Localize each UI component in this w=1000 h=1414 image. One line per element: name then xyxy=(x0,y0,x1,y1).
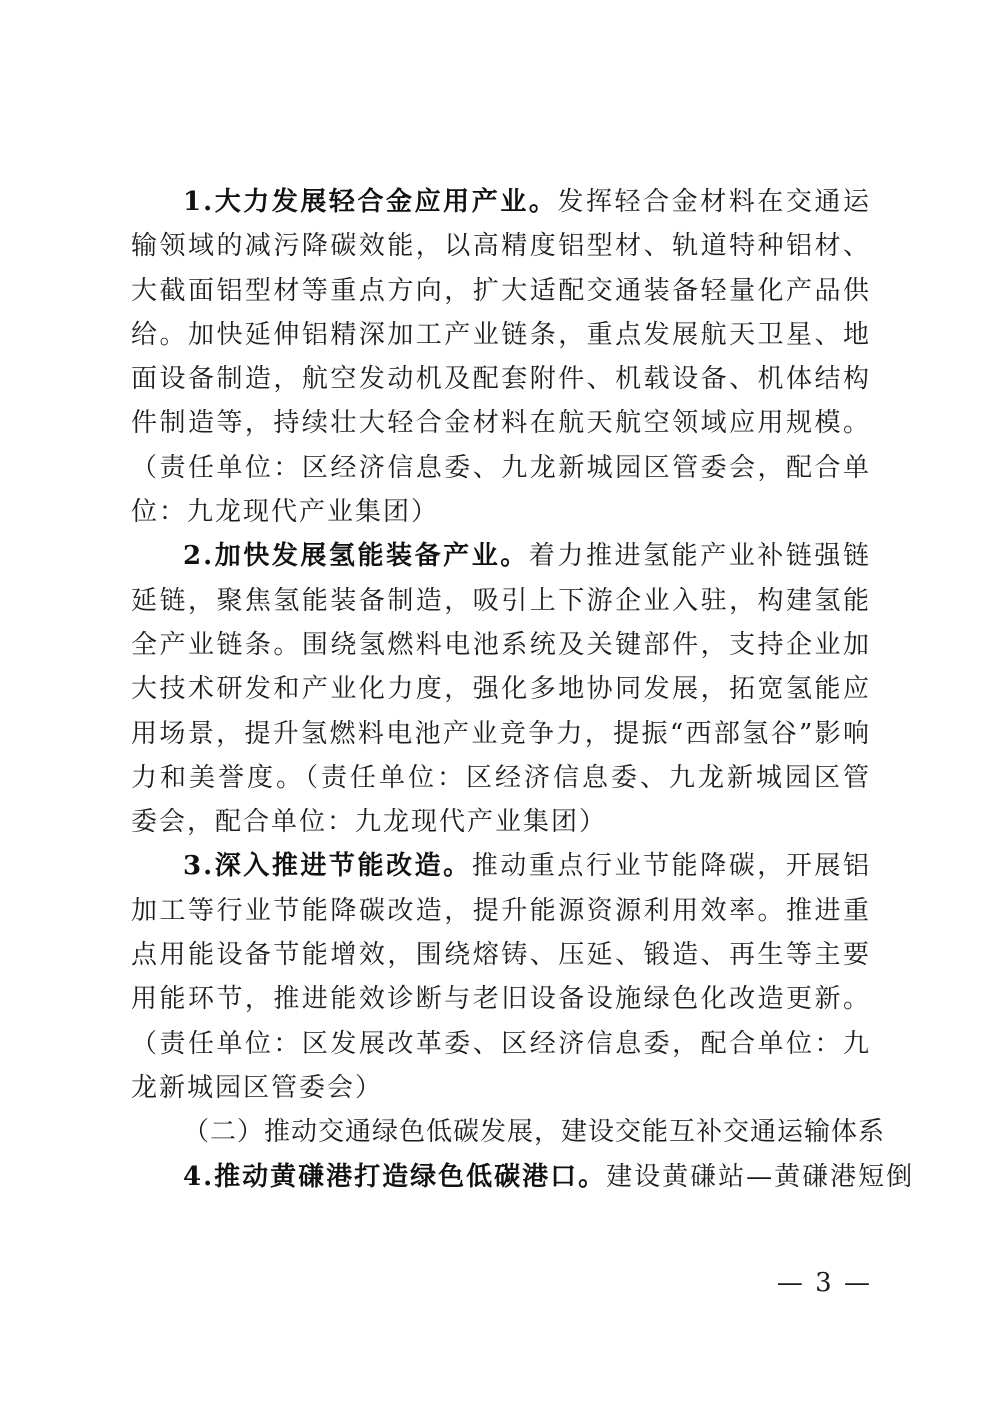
paragraph-body: 发挥轻合金材料在交通运输领域的减污降碳效能，以高精度铝型材、轨道特种铝材、大截面铝型材等重点方向，扩大适配交通装备轻量化产品供给。加快延伸铝精深加工产业链条，重点发展航天卫星、地面设备制造，航空发动机及配套附件、机载设备、机体结构件制造等，持续壮大轻合金材料在航天航空领域应用规模。（责任单位：区经济信息委、九龙新城园区管委会，配合单位：九龙现代产业集团） xyxy=(131,187,871,528)
paragraph-body: 建设黄磏站—黄磏港短倒 xyxy=(606,1161,915,1192)
paragraph-heading: 2.加快发展氢能装备产业。 xyxy=(183,541,529,572)
paragraph-body: 推动重点行业节能降碳，开展铝加工等行业节能降碳改造，提升能源资源利用效率。推进重点用能设备节能增效，围绕熔铸、压延、锻造、再生等主要用能环节，推进能效诊断与老旧设备设施绿色化改造更新。（责任单位：区发展改革委、区经济信息委，配合单位：九龙新城园区管委会） xyxy=(131,851,871,1103)
paragraph-energy-saving xyxy=(131,844,871,1110)
body-text xyxy=(131,180,915,1199)
paragraph-heading: 3.深入推进节能改造。 xyxy=(183,851,472,882)
paragraph-heading: 1.大力发展轻合金应用产业。 xyxy=(183,187,558,217)
paragraph-body: 着力推进氢能产业补链强链延链，聚焦氢能装备制造，吸引上下游企业入驻，构建氢能全产业链条。围绕氢燃料电池系统及关键部件，支持企业加大技术研发和产业化力度，强化多地协同发展，拓宽氢能应用场景，提升氢燃料电池产业竞争力，提振“西部氢谷”影响力和美誉度。（责任单位：区经济信息委、九龙新城园区管委会，配合单位：九龙现代产业集团） xyxy=(131,541,871,838)
paragraph-port xyxy=(131,1155,915,1199)
page-number: — 3 — xyxy=(776,1268,872,1298)
paragraph-heading: 4.推动黄磏港打造绿色低碳港口。 xyxy=(183,1161,607,1192)
section-title: （二）推动交通绿色低碳发展，建设交能互补交通运输体系 xyxy=(183,1117,886,1148)
paragraph-light-alloy xyxy=(131,180,871,534)
paragraph-hydrogen xyxy=(131,534,871,844)
